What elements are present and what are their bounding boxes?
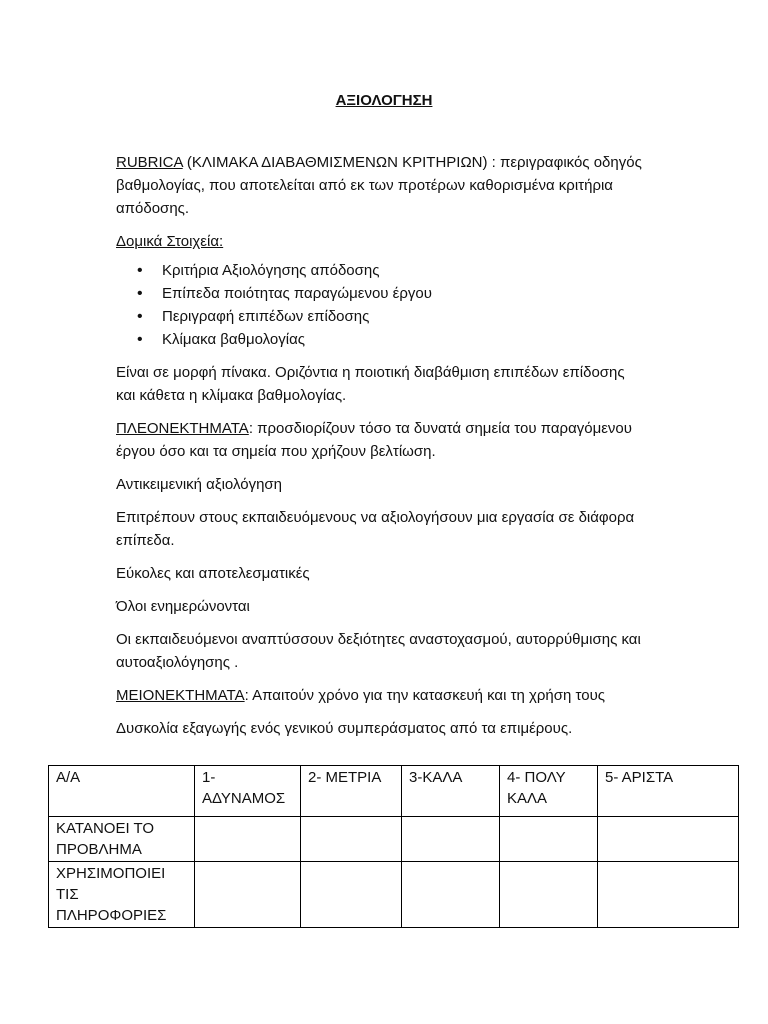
page-title: ΑΞΙΟΛΟΓΗΣΗ: [335, 92, 433, 109]
intro-paragraph: [116, 151, 646, 220]
table-cell: [195, 817, 301, 862]
table-header-cell: 4- ΠΟΛΥ ΚΑΛΑ: [500, 766, 598, 817]
table-row-label: ΧΡΗΣΙΜΟΠΟΙΕΙ ΤΙΣ ΠΛΗΡΟΦΟΡΙΕΣ: [49, 862, 195, 928]
advantages-paragraph: [116, 417, 646, 463]
table-cell: [598, 862, 739, 928]
disadvantages-label: ΜΕΙΟΝΕΚΤΗΜΑΤΑ: [116, 687, 245, 704]
list-item: • Κριτήρια Αξιολόγησης απόδοσης: [162, 259, 646, 282]
table-header-row: [49, 766, 739, 817]
form-description: Είναι σε μορφή πίνακα. Οριζόντια η ποιοτική διαβάθμιση επιπέδων επίδοσης και κάθετα η κλίμακα βαθμολογίας.: [116, 364, 625, 404]
table-header-cell: 5- ΑΡΙΣΤΑ: [598, 766, 739, 817]
rubric-table: [48, 765, 739, 928]
table-header-cell: Α/Α: [49, 766, 195, 817]
rubrica-definition: (ΚΛΙΜΑΚΑ ΔΙΑΒΑΘΜΙΣΜΕΝΩΝ ΚΡΙΤΗΡΙΩΝ) : περιγραφικός οδηγός βαθμολογίας, που αποτελείται από εκ των προτέρων καθορισμένα κριτήρια απόδοσης.: [116, 154, 642, 217]
table-header-cell: 2- ΜΕΤΡΙΑ: [301, 766, 402, 817]
table-cell: [301, 862, 402, 928]
list-item: • Κλίμακα βαθμολογίας: [162, 328, 646, 351]
table-cell: [500, 817, 598, 862]
table-row: [49, 862, 739, 928]
advantage-item: Επιτρέπουν στους εκπαιδευόμενους να αξιολογήσουν μια εργασία σε διάφορα επίπεδα.: [116, 509, 635, 549]
disadvantages-text: : Απαιτούν χρόνο για την κατασκευή και τη χρήση τους: [244, 687, 606, 704]
list-item: • Επίπεδα ποιότητας παραγώμενου έργου: [162, 282, 646, 305]
table-cell: [500, 862, 598, 928]
advantage-item: Οι εκπαιδευόμενοι αναπτύσσουν δεξιότητες αναστοχασμού, αυτορρύθμισης και αυτοαξιολόγησης .: [116, 631, 641, 671]
document-body: [116, 151, 646, 750]
table-cell: [402, 862, 500, 928]
structural-elements-list: [116, 259, 646, 351]
table-header-cell: 1- ΑΔΥΝΑΜΟΣ: [195, 766, 301, 817]
disadvantage-item: Δυσκολία εξαγωγής ενός γενικού συμπεράσματος από τα επιμέρους.: [116, 720, 573, 737]
table-cell: [195, 862, 301, 928]
advantage-item: Όλοι ενημερώνονται: [116, 598, 250, 615]
structural-elements-heading: Δομικά Στοιχεία:: [116, 233, 224, 250]
table-cell: [402, 817, 500, 862]
table-row-label: ΚΑΤΑΝΟΕΙ ΤΟ ΠΡΟΒΛΗΜΑ: [49, 817, 195, 862]
list-item: • Περιγραφή επιπέδων επίδοσης: [162, 305, 646, 328]
disadvantages-paragraph: [116, 684, 646, 707]
table-header-cell: 3-ΚΑΛΑ: [402, 766, 500, 817]
rubrica-term: RUBRICA: [116, 154, 183, 171]
table-cell: [301, 817, 402, 862]
advantages-label: ΠΛΕΟΝΕΚΤΗΜΑΤΑ: [116, 420, 249, 437]
table-cell: [598, 817, 739, 862]
advantage-item: Αντικειμενική αξιολόγηση: [116, 476, 283, 493]
advantage-item: Εύκολες και αποτελεσματικές: [116, 565, 310, 582]
table-row: [49, 817, 739, 862]
advantages-text: : προσδιορίζουν τόσο τα δυνατά σημεία του παραγόμενου έργου όσο και τα σημεία που χρήζουν βελτίωση.: [116, 420, 632, 460]
